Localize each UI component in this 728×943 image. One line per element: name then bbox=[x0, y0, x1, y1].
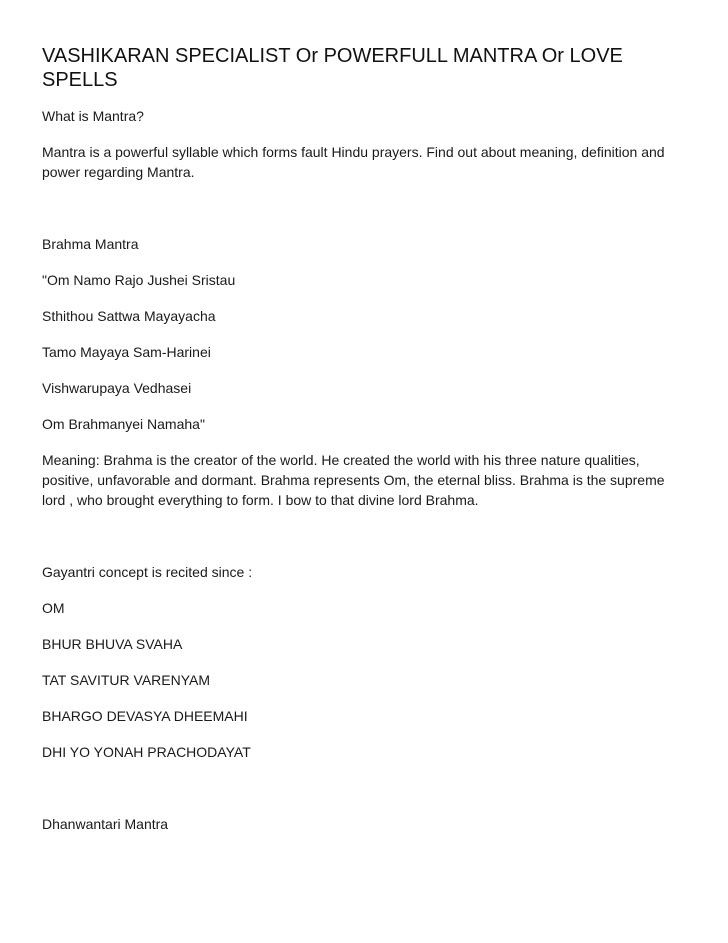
intro-question: What is Mantra? bbox=[42, 108, 144, 124]
brahma-mantra-line: Om Brahmanyei Namaha" bbox=[42, 416, 205, 432]
document-content bbox=[42, 44, 687, 850]
gayatri-mantra-line: OM bbox=[42, 600, 65, 616]
gayatri-mantra-line: TAT SAVITUR VARENYAM bbox=[42, 672, 211, 688]
gayatri-mantra-line: BHUR BHUVA SVAHA bbox=[42, 636, 183, 652]
intro-paragraph: Mantra is a powerful syllable which forms fault Hindu prayers. Find out about meaning, definition and power regarding Mantra. bbox=[42, 144, 665, 180]
gayatri-mantra-line: DHI YO YONAH PRACHODAYAT bbox=[42, 744, 251, 760]
brahma-meaning-paragraph: Meaning: Brahma is the creator of the world. He created the world with his three nature qualities, positive, unfavorable and dormant. Brahma represents Om, the eternal bliss. Brahma is the supreme lord , who brought everything to form. I bow to that divine lord Brahma. bbox=[42, 452, 665, 508]
brahma-mantra-heading: Brahma Mantra bbox=[42, 236, 139, 252]
brahma-mantra-line: Vishwarupaya Vedhasei bbox=[42, 380, 192, 396]
dhanwantari-mantra-heading: Dhanwantari Mantra bbox=[42, 816, 169, 832]
brahma-mantra-line: Sthithou Sattwa Mayayacha bbox=[42, 308, 216, 324]
gayatri-intro: Gayantri concept is recited since : bbox=[42, 564, 253, 580]
document-title: VASHIKARAN SPECIALIST Or POWERFULL MANTRA Or LOVE SPELLS bbox=[42, 45, 623, 91]
gayatri-mantra-line: BHARGO DEVASYA DHEEMAHI bbox=[42, 708, 248, 724]
brahma-mantra-line: "Om Namo Rajo Jushei Sristau bbox=[42, 272, 236, 288]
brahma-mantra-line: Tamo Mayaya Sam-Harinei bbox=[42, 344, 211, 360]
